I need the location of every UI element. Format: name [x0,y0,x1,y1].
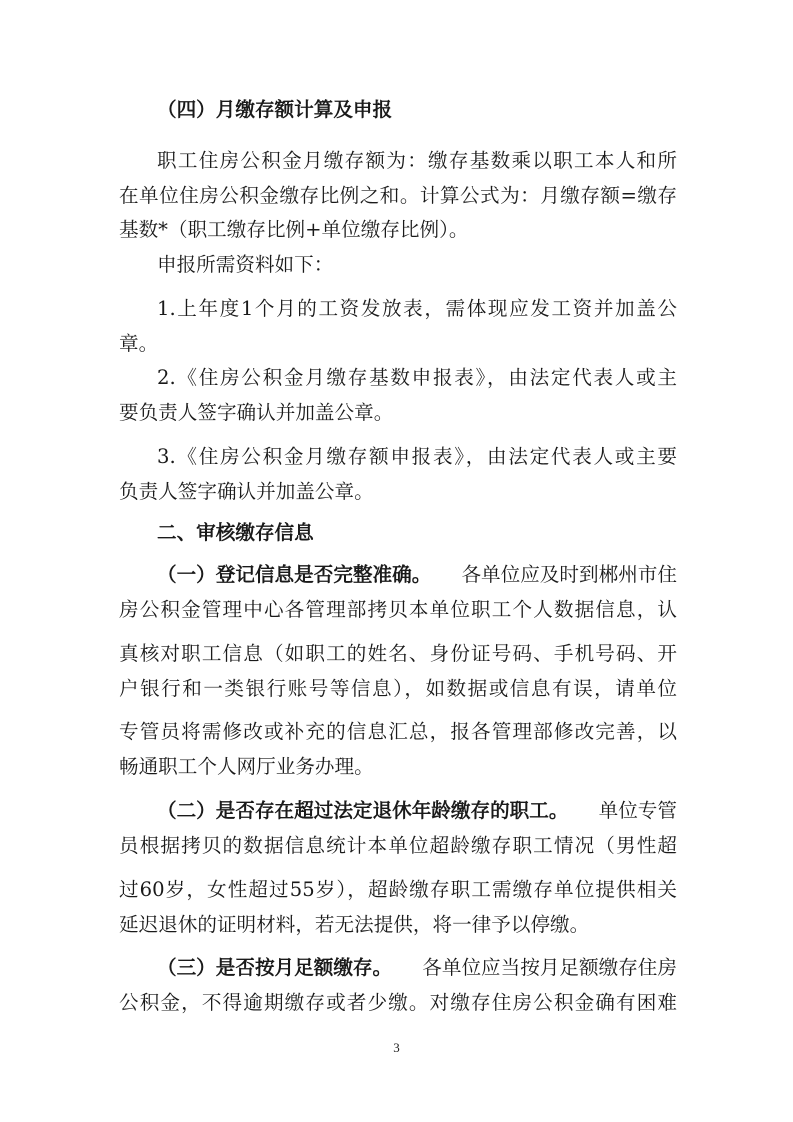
check-1-line-5: 专管员将需修改或补充的信息汇总，报各管理部修改完善，以 [119,720,677,743]
check-1-line-1-rest: 各单位应及时到郴州市住 [461,563,677,586]
item-1-line-2: 章。 [119,332,159,355]
check-3-lead: （三）是否按月足额缴存。 [157,956,393,979]
item-1-line-1: 1.上年度1个月的工资发放表，需体现应发工资并加盖公 [157,297,677,320]
check-2-line-4: 延迟退休的证明材料，若无法提供，将一律予以停缴。 [119,913,590,936]
check-3-line-2: 公积金，不得逾期缴存或者少缴。对缴存住房公积金确有困难 [119,991,677,1014]
check-1-line-2: 房公积金管理中心各管理部拷贝本单位职工个人数据信息，认 [119,598,677,621]
check-2-line-2: 员根据拷贝的数据信息统计本单位超龄缴存职工情况（男性超 [119,834,677,857]
paragraph-formula-line-3: 基数*（职工缴存比例+单位缴存比例）。 [119,218,469,241]
section-2-title: 二、审核缴存信息 [157,521,314,544]
paragraph-formula-line-1: 职工住房公积金月缴存额为：缴存基数乘以职工本人和所 [157,149,677,172]
check-1-line-1 [157,562,677,588]
check-2-line-1-rest: 单位专管 [598,799,677,822]
item-3-line-2: 负责人签字确认并加盖公章。 [119,480,374,503]
check-3-line-1-rest: 各单位应当按月足额缴存住房 [422,956,677,979]
paragraph-formula-line-2: 在单位住房公积金缴存比例之和。计算公式为：月缴存额=缴存 [119,184,677,207]
item-2-line-1: 2.《住房公积金月缴存基数申报表》，由法定代表人或主 [157,366,677,389]
check-1-lead: （一）登记信息是否完整准确。 [157,563,432,586]
subsection-heading-4: （四）月缴存额计算及申报 [157,98,393,121]
check-1-line-4: 户银行和一类银行账号等信息），如数据或信息有误，请单位 [119,677,677,700]
page-number: 3 [393,1040,400,1055]
materials-intro: 申报所需资料如下： [157,253,334,276]
item-3-line-1: 3.《住房公积金月缴存额申报表》，由法定代表人或主要 [157,445,677,468]
check-3-line-1 [157,955,677,981]
check-1-line-6: 畅通职工个人网厅业务办理。 [119,755,374,778]
item-2-line-2: 要负责人签字确认并加盖公章。 [119,401,394,424]
check-2-line-3: 过60岁，女性超过55岁），超龄缴存职工需缴存单位提供相关 [119,878,677,901]
check-2-lead: （二）是否存在超过法定退休年龄缴存的职工。 [157,799,569,822]
check-2-line-1 [157,798,677,824]
check-1-line-3: 真核对职工信息（如职工的姓名、身份证号码、手机号码、开 [119,642,677,665]
